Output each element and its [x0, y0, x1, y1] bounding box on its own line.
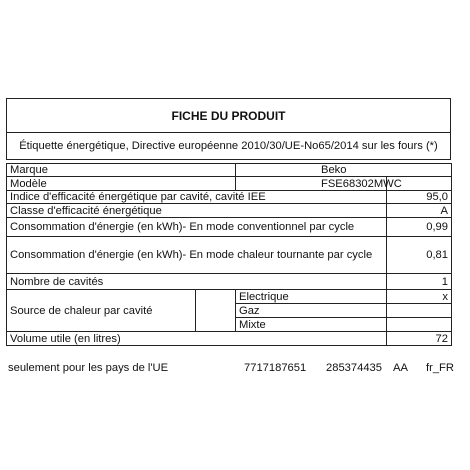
- conso-chaleur-value: 0,81: [387, 237, 452, 274]
- classe-value: A: [387, 204, 452, 218]
- row-cavites: [7, 274, 452, 290]
- cavites-value: 1: [387, 274, 452, 290]
- row-classe: [7, 204, 452, 218]
- indice-label: Indice d'efficacité énergétique par cavité, cavité IEE: [7, 191, 387, 204]
- source-spacer: [196, 318, 236, 332]
- footer-lang: fr_FR: [426, 362, 454, 374]
- volume-value: 72: [387, 332, 452, 346]
- sheet-subtitle: Étiquette énergétique, Directive européenne 2010/30/UE-No65/2014 sur les fours (*): [6, 132, 451, 160]
- source-spacer: [196, 290, 236, 304]
- cavites-label: Nombre de cavités: [7, 274, 387, 290]
- conso-chaleur-label: Consommation d'énergie (en kWh)- En mode chaleur tournante par cycle: [7, 237, 387, 274]
- conso-conv-label: Consommation d'énergie (en kWh)- En mode conventionnel par cycle: [7, 218, 387, 237]
- footer: [8, 362, 453, 376]
- source-option-electrique: Electrique: [236, 290, 387, 304]
- footer-note: seulement pour les pays de l'UE: [8, 362, 169, 374]
- modele-value: FSE68302MWC: [236, 177, 387, 191]
- row-conso-conv: [7, 218, 452, 237]
- row-conso-chaleur: [7, 237, 452, 274]
- row-indice: [7, 191, 452, 204]
- sheet-title: FICHE DU PRODUIT: [6, 98, 451, 133]
- footer-code-3: AA: [393, 362, 408, 374]
- source-value-gaz: [387, 304, 452, 318]
- marque-value: Beko: [236, 164, 452, 177]
- modele-label: Modèle: [7, 177, 236, 191]
- footer-code-2: 285374435: [326, 362, 382, 374]
- indice-value: 95,0: [387, 191, 452, 204]
- marque-label: Marque: [7, 164, 236, 177]
- source-label: Source de chaleur par cavité: [7, 290, 196, 332]
- footer-code-1: 7717187651: [244, 362, 307, 374]
- product-table: [6, 163, 452, 346]
- source-value-mixte: [387, 318, 452, 332]
- source-spacer: [196, 304, 236, 318]
- volume-label: Volume utile (en litres): [7, 332, 387, 346]
- source-option-gaz: Gaz: [236, 304, 387, 318]
- source-value-electrique: x: [387, 290, 452, 304]
- row-volume: [7, 332, 452, 346]
- row-source-electrique: [7, 290, 452, 304]
- source-option-mixte: Mixte: [236, 318, 387, 332]
- row-marque: [7, 164, 452, 177]
- classe-label: Classe d'efficacité énergétique: [7, 204, 387, 218]
- row-modele: [7, 177, 452, 191]
- conso-conv-value: 0,99: [387, 218, 452, 237]
